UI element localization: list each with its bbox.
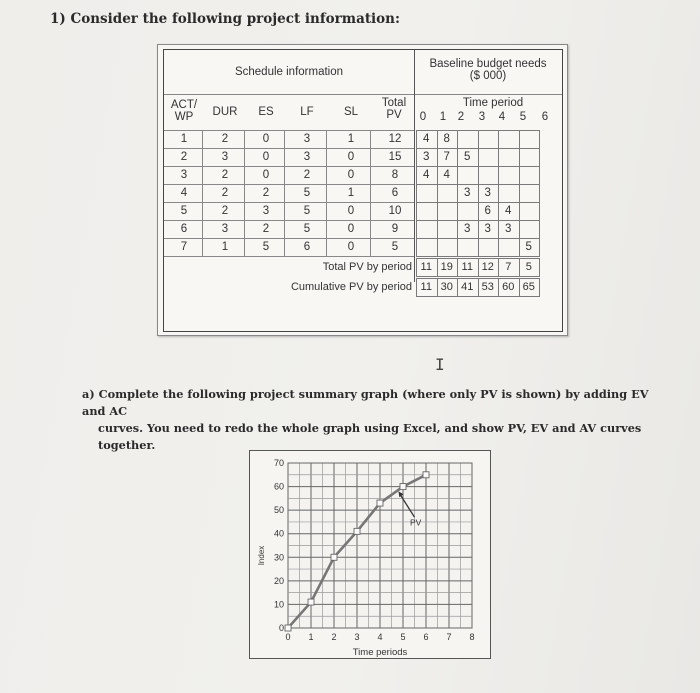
cumulative-pv-value: 30 bbox=[440, 281, 453, 293]
budget-value: 4 bbox=[443, 169, 450, 181]
budget-grid-cell bbox=[498, 184, 520, 203]
cell-sl: 0 bbox=[347, 205, 355, 217]
budget-grid-cell bbox=[416, 238, 438, 257]
cumulative-pv-label: Cumulative PV by period bbox=[290, 281, 412, 293]
row-divider bbox=[164, 256, 414, 257]
total-pv-label: Total PV by period bbox=[322, 261, 412, 273]
cell-dur: 1 bbox=[221, 241, 229, 253]
budget-grid-cell bbox=[478, 238, 500, 257]
budget-grid-cell bbox=[519, 184, 541, 203]
cell-pv: 12 bbox=[388, 133, 402, 145]
col-divider bbox=[244, 130, 245, 256]
data-point-marker bbox=[423, 472, 429, 478]
data-point-marker bbox=[285, 625, 291, 631]
schedule-header: Schedule information bbox=[234, 66, 344, 78]
cell-pv: 5 bbox=[391, 241, 399, 253]
budget-value: 3 bbox=[505, 223, 512, 235]
budget-grid-cell bbox=[437, 220, 459, 239]
budget-grid-cell bbox=[437, 202, 459, 221]
cell-pv: 15 bbox=[388, 151, 402, 163]
cell-act: 2 bbox=[180, 151, 188, 163]
pv-annotation-label: PV bbox=[409, 517, 422, 528]
period-number: 6 bbox=[541, 111, 549, 123]
cell-pv: 9 bbox=[391, 223, 399, 235]
budget-value: 3 bbox=[464, 187, 471, 199]
total-pv-value: 11 bbox=[420, 261, 432, 273]
cell-act: 3 bbox=[180, 169, 188, 181]
y-tick-label: 0 bbox=[278, 623, 284, 633]
cumulative-pv-value: 65 bbox=[522, 281, 535, 293]
budget-value: 7 bbox=[443, 151, 450, 163]
cell-sl: 0 bbox=[347, 223, 355, 235]
budget-value: 5 bbox=[464, 151, 471, 163]
x-tick-label: 3 bbox=[354, 632, 360, 642]
period-number: 1 bbox=[439, 111, 447, 123]
question-a bbox=[82, 386, 672, 454]
budget-value: 4 bbox=[423, 133, 430, 145]
budget-grid-cell bbox=[498, 148, 520, 167]
x-tick-label: 5 bbox=[400, 632, 406, 642]
project-info-table bbox=[163, 49, 563, 332]
y-axis-label: Index bbox=[257, 545, 266, 566]
data-point-marker bbox=[308, 599, 314, 605]
cell-sl: 0 bbox=[347, 169, 355, 181]
x-tick-label: 4 bbox=[377, 632, 383, 642]
data-point-marker bbox=[354, 528, 360, 534]
cell-sl: 0 bbox=[347, 241, 355, 253]
x-tick-label: 7 bbox=[446, 632, 452, 642]
cell-lf: 2 bbox=[303, 169, 311, 181]
budget-grid-cell bbox=[519, 130, 541, 149]
budget-grid-cell bbox=[519, 166, 541, 185]
project-info-table-frame bbox=[157, 44, 568, 336]
cell-act: 5 bbox=[180, 205, 188, 217]
budget-grid-cell bbox=[437, 184, 459, 203]
budget-grid-cell bbox=[478, 166, 500, 185]
period-number: 5 bbox=[519, 111, 527, 123]
y-tick-label: 40 bbox=[273, 528, 284, 539]
col-total-label-2: PV bbox=[386, 109, 402, 121]
cell-es: 3 bbox=[262, 205, 270, 217]
cell-pv: 8 bbox=[391, 169, 399, 181]
question-title: 1) Consider the following project information: bbox=[50, 11, 400, 27]
header-divider bbox=[164, 94, 562, 95]
data-point-marker bbox=[331, 554, 337, 560]
col-es-label: ES bbox=[258, 106, 274, 118]
cumulative-pv-value: 60 bbox=[502, 281, 515, 293]
budget-value: 4 bbox=[505, 205, 512, 217]
x-tick-label: 0 bbox=[285, 632, 291, 642]
budget-grid-cell bbox=[457, 130, 479, 149]
y-tick-label: 50 bbox=[273, 505, 284, 516]
budget-value: 3 bbox=[484, 187, 491, 199]
cell-act: 7 bbox=[180, 241, 188, 253]
cell-dur: 2 bbox=[221, 133, 229, 145]
total-pv-value: 5 bbox=[525, 261, 532, 273]
budget-header-line2: ($ 000) bbox=[469, 70, 507, 82]
cell-sl: 1 bbox=[347, 187, 355, 199]
period-number: 2 bbox=[457, 111, 465, 123]
col-total-label-1: Total bbox=[381, 97, 407, 109]
cell-dur: 3 bbox=[221, 223, 229, 235]
cell-lf: 5 bbox=[303, 205, 311, 217]
budget-grid-cell bbox=[498, 238, 520, 257]
cumulative-pv-value: 53 bbox=[481, 281, 494, 293]
col-divider bbox=[202, 130, 203, 256]
x-tick-label: 6 bbox=[423, 632, 429, 642]
y-tick-label: 60 bbox=[273, 481, 284, 492]
cell-lf: 6 bbox=[303, 241, 311, 253]
budget-value: 3 bbox=[464, 223, 471, 235]
col-divider bbox=[326, 130, 327, 256]
question-a-line2: curves. You need to redo the whole graph using Excel, and show PV, EV and AV curves together. bbox=[98, 421, 642, 452]
cell-pv: 10 bbox=[388, 205, 402, 217]
col-divider bbox=[370, 130, 371, 256]
cell-act: 6 bbox=[180, 223, 188, 235]
x-tick-label: 8 bbox=[469, 632, 475, 642]
budget-grid-cell bbox=[519, 148, 541, 167]
col-lf-label: LF bbox=[300, 106, 314, 118]
col-dur-label: DUR bbox=[212, 106, 238, 118]
budget-grid-cell bbox=[457, 166, 479, 185]
cell-es: 0 bbox=[262, 151, 270, 163]
budget-grid-cell bbox=[437, 238, 459, 257]
cell-dur: 2 bbox=[221, 205, 229, 217]
cell-dur: 2 bbox=[221, 169, 229, 181]
budget-grid-cell bbox=[478, 148, 500, 167]
period-number: 3 bbox=[478, 111, 486, 123]
cell-es: 0 bbox=[262, 169, 270, 181]
total-pv-value: 11 bbox=[461, 261, 473, 273]
cell-lf: 5 bbox=[303, 223, 311, 235]
x-tick-label: 2 bbox=[331, 632, 337, 642]
cell-pv: 6 bbox=[391, 187, 399, 199]
budget-grid-cell bbox=[498, 166, 520, 185]
y-tick-label: 20 bbox=[273, 575, 284, 586]
cell-lf: 5 bbox=[303, 187, 311, 199]
budget-value: 8 bbox=[443, 133, 450, 145]
cell-dur: 2 bbox=[221, 187, 229, 199]
budget-grid-cell bbox=[416, 184, 438, 203]
budget-grid-cell bbox=[457, 202, 479, 221]
x-tick-label: 1 bbox=[308, 632, 314, 642]
period-number: 4 bbox=[498, 111, 506, 123]
cell-lf: 3 bbox=[303, 151, 311, 163]
cell-es: 5 bbox=[262, 241, 270, 253]
cell-es: 2 bbox=[262, 223, 270, 235]
cell-es: 2 bbox=[262, 187, 270, 199]
period-number: 0 bbox=[419, 111, 427, 123]
y-tick-label: 70 bbox=[273, 458, 284, 468]
budget-value: 3 bbox=[484, 223, 491, 235]
budget-grid-cell bbox=[519, 220, 541, 239]
budget-grid-cell bbox=[519, 202, 541, 221]
text-cursor-icon: I bbox=[435, 355, 445, 374]
cell-sl: 1 bbox=[347, 133, 355, 145]
budget-grid-cell bbox=[478, 130, 500, 149]
total-pv-value: 12 bbox=[481, 261, 494, 273]
budget-value: 5 bbox=[525, 241, 532, 253]
col-actwp-label-2: WP bbox=[174, 111, 194, 123]
cell-act: 1 bbox=[180, 133, 188, 145]
y-tick-label: 30 bbox=[273, 552, 284, 563]
cumulative-pv-value: 11 bbox=[420, 281, 432, 293]
cell-act: 4 bbox=[180, 187, 188, 199]
col-actwp-label-1: ACT/ bbox=[170, 99, 198, 111]
budget-header-line1: Baseline budget needs bbox=[429, 58, 547, 70]
budget-divider bbox=[414, 50, 415, 282]
cumulative-pv-value: 41 bbox=[461, 281, 474, 293]
budget-value: 6 bbox=[484, 205, 491, 217]
cell-lf: 3 bbox=[303, 133, 311, 145]
budget-value: 3 bbox=[423, 151, 430, 163]
pv-summary-graph bbox=[249, 450, 491, 659]
x-axis-label: Time periods bbox=[352, 647, 408, 658]
cell-es: 0 bbox=[262, 133, 270, 145]
budget-grid-cell bbox=[498, 130, 520, 149]
question-a-line1: a) Complete the following project summary graph (where only PV is shown) by adding EV and AC bbox=[82, 387, 649, 418]
data-point-marker bbox=[377, 500, 383, 506]
cell-dur: 3 bbox=[221, 151, 229, 163]
y-tick-label: 10 bbox=[273, 599, 284, 610]
total-pv-value: 19 bbox=[440, 261, 453, 273]
col-divider bbox=[284, 130, 285, 256]
pv-chart-svg bbox=[250, 451, 490, 658]
col-sl-label: SL bbox=[343, 106, 359, 118]
budget-grid-cell bbox=[416, 220, 438, 239]
budget-grid-cell bbox=[457, 238, 479, 257]
budget-value: 4 bbox=[423, 169, 430, 181]
total-pv-value: 7 bbox=[505, 261, 512, 273]
time-period-label: Time period bbox=[462, 97, 524, 109]
budget-grid-cell bbox=[416, 202, 438, 221]
data-point-marker bbox=[400, 484, 406, 490]
cell-sl: 0 bbox=[347, 151, 355, 163]
